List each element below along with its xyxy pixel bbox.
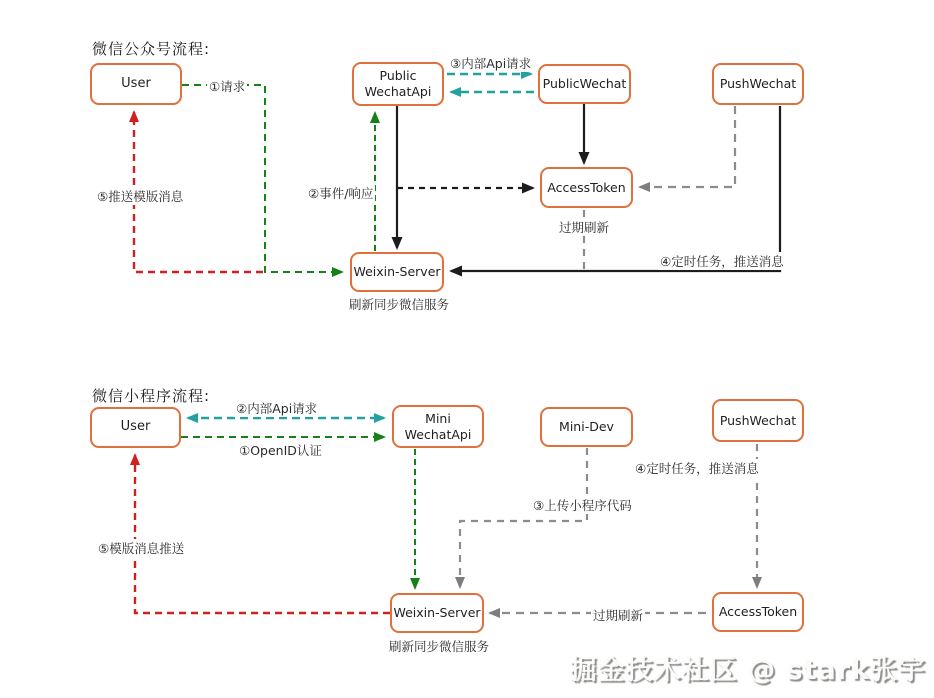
node-mini-wechat-api-line1: Mini xyxy=(425,410,451,426)
label-timed-task: ④定时任务，推送消息 xyxy=(660,254,784,269)
node-public-wechat-api xyxy=(352,62,444,106)
node-push-wechat-mini xyxy=(712,399,804,442)
label-upload-code: ③上传小程序代码 xyxy=(533,498,632,513)
label-expire-refresh: 过期刷新 xyxy=(559,220,610,235)
node-weixin-server-label: Weixin-Server xyxy=(353,264,441,280)
edge-pushwechat-to-accesstoken xyxy=(640,106,735,187)
node-mini-wechat-api-line2: WechatApi xyxy=(404,426,472,442)
node-user-mini xyxy=(90,407,181,448)
label-request: ①请求 xyxy=(209,79,246,94)
label-push-template: ⑤推送模版消息 xyxy=(97,189,184,204)
label-refresh-sync: 刷新同步微信服务 xyxy=(349,297,450,312)
watermark-text: 掘金技术社区 @ stark张宇 xyxy=(569,655,926,686)
mini-flow-title: 微信小程序流程: xyxy=(92,387,211,405)
public-flow-title: 微信公众号流程: xyxy=(92,40,211,58)
label-expire-refresh-mini: 过期刷新 xyxy=(593,608,644,623)
node-mini-dev-label: Mini-Dev xyxy=(559,419,614,435)
label-template-push: ⑤模版消息推送 xyxy=(98,541,185,556)
edge-template-push-to-user xyxy=(135,455,390,613)
node-user-label: User xyxy=(121,75,151,91)
node-access-token-mini xyxy=(712,592,804,632)
node-public-wechat-api-line1: Public xyxy=(379,68,417,84)
label-timed-task-mini: ④定时任务，推送消息 xyxy=(635,461,759,476)
label-openid-auth: ①OpenID认证 xyxy=(239,443,322,458)
edge-minidev-upload-to-weixin-server xyxy=(460,448,587,587)
node-public-wechat xyxy=(538,64,631,104)
label-internal-api-request: ③内部Api请求 xyxy=(450,56,532,71)
node-weixin-server-mini xyxy=(390,593,484,633)
node-push-wechat-mini-label: PushWechat xyxy=(719,412,797,428)
label-event-response: ②事件/响应 xyxy=(308,186,374,201)
node-mini-wechat-api xyxy=(392,405,484,448)
node-public-wechat-label: PublicWechat xyxy=(542,76,627,92)
node-mini-dev xyxy=(540,407,633,447)
edge-user-request-to-weixin-server xyxy=(182,85,342,272)
node-public-wechat-api-line2: WechatApi xyxy=(364,84,432,99)
node-access-token xyxy=(540,167,633,208)
node-weixin-server xyxy=(350,252,444,292)
node-push-wechat-label: PushWechat xyxy=(719,76,797,92)
label-internal-api-mini: ②内部Api请求 xyxy=(236,401,318,416)
node-weixin-server-mini-label: Weixin-Server xyxy=(393,605,481,621)
node-user xyxy=(90,63,182,105)
label-refresh-sync-mini: 刷新同步微信服务 xyxy=(389,639,490,654)
node-user-mini-label: User xyxy=(120,419,151,435)
node-push-wechat xyxy=(712,63,804,105)
node-access-token-label: AccessToken xyxy=(547,179,626,195)
node-access-token-mini-label: AccessToken xyxy=(718,604,798,620)
